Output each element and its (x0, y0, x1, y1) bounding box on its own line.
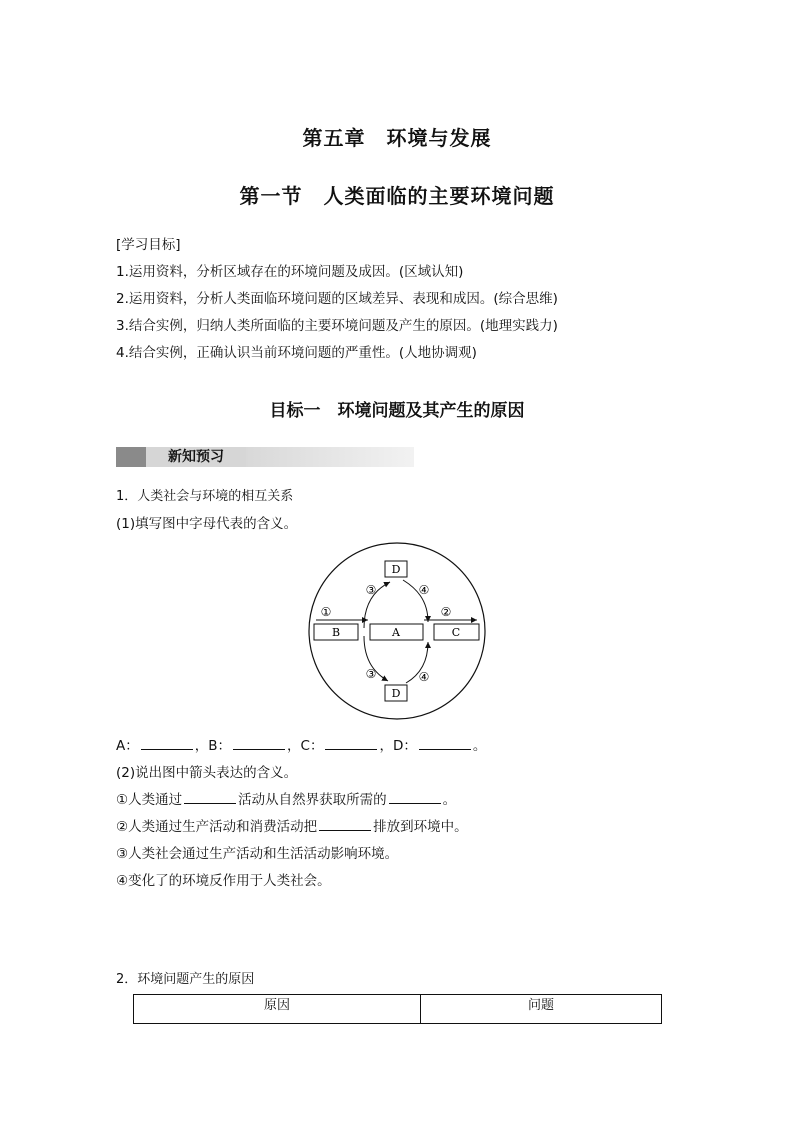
answer-c-label: ，C： (287, 738, 324, 754)
label-4-top: ④ (418, 583, 430, 597)
answer-end: 。 (472, 738, 487, 754)
box-a-label: A (392, 626, 400, 639)
box-c-label: C (451, 626, 461, 639)
label-4-bottom: ④ (418, 670, 430, 684)
blank-activity[interactable] (184, 791, 236, 804)
line1-mid: 活动从自然界获取所需的 (238, 792, 387, 808)
target-title: 目标一 环境问题及其产生的原因 (269, 401, 525, 421)
blank-needs[interactable] (389, 791, 441, 804)
blank-waste[interactable] (319, 818, 371, 831)
table-header-problem: 问题 (527, 998, 554, 1013)
objective-item-1: 1.运用资料，分析区域存在的环境问题及成因。(区域认知) (116, 264, 464, 280)
box-d-bottom-label: D (391, 687, 401, 700)
arrow-meaning-1 (116, 788, 456, 808)
line1-pre: ①人类通过 (116, 792, 183, 808)
causes-table (133, 994, 662, 1024)
arrow-meaning-3: ③人类社会通过生产活动和生活活动影响环境。 (116, 846, 399, 862)
label-3-bottom: ③ (365, 667, 377, 681)
banner-label: 新知预习 (146, 447, 246, 467)
question-1-sub1: (1)填写图中字母代表的含义。 (116, 516, 298, 532)
question-1-sub2: (2)说出图中箭头表达的含义。 (116, 765, 298, 781)
blank-b[interactable] (233, 737, 285, 750)
arrow-meaning-2 (116, 815, 468, 835)
question-1-title: 1．人类社会与环境的相互关系 (116, 489, 294, 504)
blank-a[interactable] (141, 737, 193, 750)
answer-a-label: A： (116, 738, 139, 754)
label-1: ① (320, 605, 332, 619)
answer-b-label: ，B： (194, 738, 232, 754)
section-title: 第一节 人类面临的主要环境问题 (239, 184, 555, 208)
line1-end: 。 (442, 792, 457, 808)
objective-item-4: 4.结合实例，正确认识当前环境问题的严重性。(人地协调观) (116, 345, 477, 361)
arrow-meaning-4: ④变化了的环境反作用于人类社会。 (116, 873, 331, 889)
objective-item-2: 2.运用资料，分析人类面临环境问题的区域差异、表现和成因。(综合思维) (116, 291, 558, 307)
human-environment-diagram (306, 540, 488, 722)
table-header-cause: 原因 (134, 995, 421, 1023)
section-banner (116, 447, 414, 467)
box-d-top-label: D (391, 563, 401, 576)
label-3-top: ③ (365, 583, 377, 597)
objective-item-3: 3.结合实例，归纳人类所面临的主要环境问题及产生的原因。(地理实践力) (116, 318, 558, 334)
blank-d[interactable] (419, 737, 471, 750)
answer-d-label: ，D： (379, 738, 417, 754)
answer-line-abcd (116, 734, 486, 754)
line2-end: 排放到环境中。 (373, 819, 468, 835)
chapter-title: 第五章 环境与发展 (302, 126, 492, 150)
line2-pre: ②人类通过生产活动和消费活动把 (116, 819, 318, 835)
label-2: ② (440, 605, 452, 619)
box-b-label: B (331, 626, 341, 639)
question-2-title: 2．环境问题产生的原因 (116, 972, 255, 987)
objectives-heading: [学习目标] (116, 237, 181, 253)
blank-c[interactable] (325, 737, 377, 750)
